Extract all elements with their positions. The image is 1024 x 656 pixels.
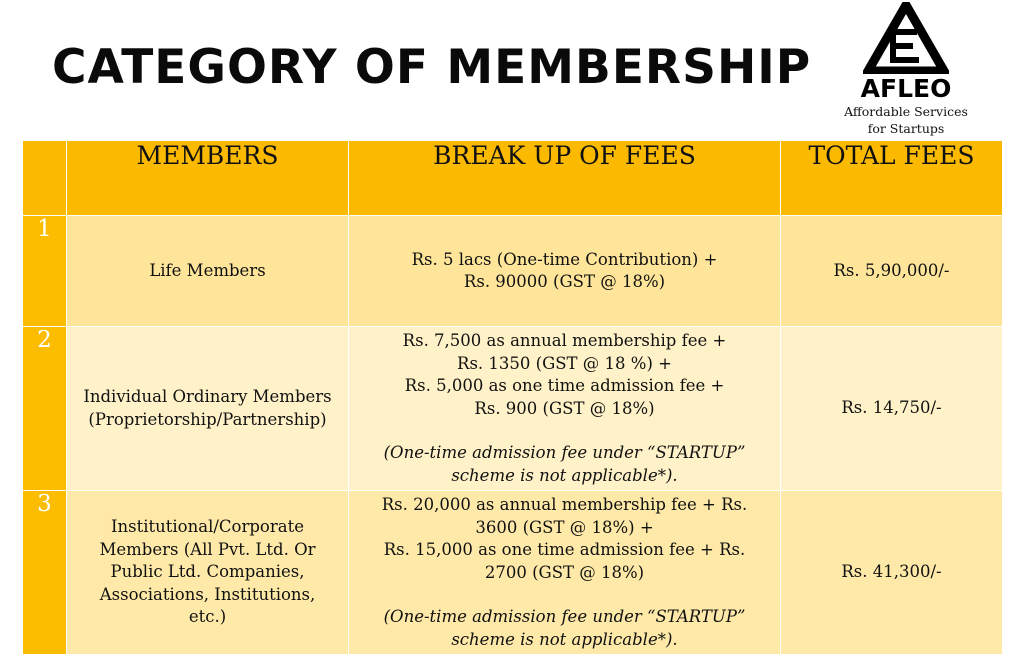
membership-table [22, 140, 1003, 655]
breakup-line: Rs. 90000 (GST @ 18%) [463, 272, 666, 291]
logo-tagline-line: Affordable Services [844, 104, 968, 119]
table-row [23, 216, 1003, 327]
header-members: MEMBERS [67, 141, 349, 216]
breakup-line: Rs. 5 lacs (One-time Contribution) + [411, 249, 718, 269]
table-row [23, 491, 1003, 655]
note-line: (One-time admission fee under “STARTUP” [383, 443, 746, 462]
total-cell: Rs. 5,90,000/- [781, 216, 1003, 327]
note-line: (One-time admission fee under “STARTUP” [383, 607, 746, 626]
member-line: Individual Ordinary Members [83, 387, 332, 406]
member-line: etc.) [188, 607, 227, 627]
note-spacer [349, 584, 780, 606]
member-cell [67, 327, 349, 491]
note-line: scheme is not applicable*). [451, 465, 678, 485]
logo-tagline-line: for Startups [867, 121, 945, 136]
breakup-line: Rs. 900 (GST @ 18%) [474, 398, 655, 418]
breakup-line: Rs. 5,000 as one time admission fee + [404, 376, 725, 395]
note-spacer [349, 420, 780, 442]
member-line: Institutional/Corporate [111, 517, 304, 537]
member-line: (Proprietorship/Partnership) [88, 409, 327, 429]
member-line: Life Members [149, 260, 266, 280]
member-line: Public Ltd. Companies, [110, 562, 305, 582]
member-line: Associations, Institutions, [99, 584, 316, 604]
table-row [23, 327, 1003, 491]
breakup-line: 3600 (GST @ 18%) + [475, 517, 654, 537]
row-number: 1 [23, 216, 67, 327]
member-line: Members (All Pvt. Ltd. Or [99, 539, 316, 559]
row-number: 2 [23, 327, 67, 491]
afleo-logo [830, 2, 982, 138]
row-number: 3 [23, 491, 67, 655]
page-title: CATEGORY OF MEMBERSHIP [52, 40, 812, 95]
member-cell [67, 216, 349, 327]
note-line: scheme is not applicable*). [451, 629, 678, 649]
member-cell [67, 491, 349, 655]
breakup-line: 2700 (GST @ 18%) [484, 562, 645, 582]
breakup-cell [349, 216, 781, 327]
afleo-logo-icon [863, 2, 949, 74]
header-number [23, 141, 67, 216]
total-cell: Rs. 14,750/- [781, 327, 1003, 491]
total-cell: Rs. 41,300/- [781, 491, 1003, 655]
logo-name: AFLEO [860, 74, 952, 103]
breakup-cell [349, 327, 781, 491]
header-breakup: BREAK UP OF FEES [349, 141, 781, 216]
table-header-row [23, 141, 1003, 216]
breakup-cell [349, 491, 781, 655]
logo-tagline [830, 103, 982, 137]
breakup-line: Rs. 20,000 as annual membership fee + Rs. [381, 495, 748, 514]
breakup-line: Rs. 7,500 as annual membership fee + [402, 331, 727, 350]
breakup-line: Rs. 15,000 as one time admission fee + Rs. [383, 540, 746, 559]
header-total: TOTAL FEES [781, 141, 1003, 216]
breakup-line: Rs. 1350 (GST @ 18 %) + [457, 353, 672, 373]
